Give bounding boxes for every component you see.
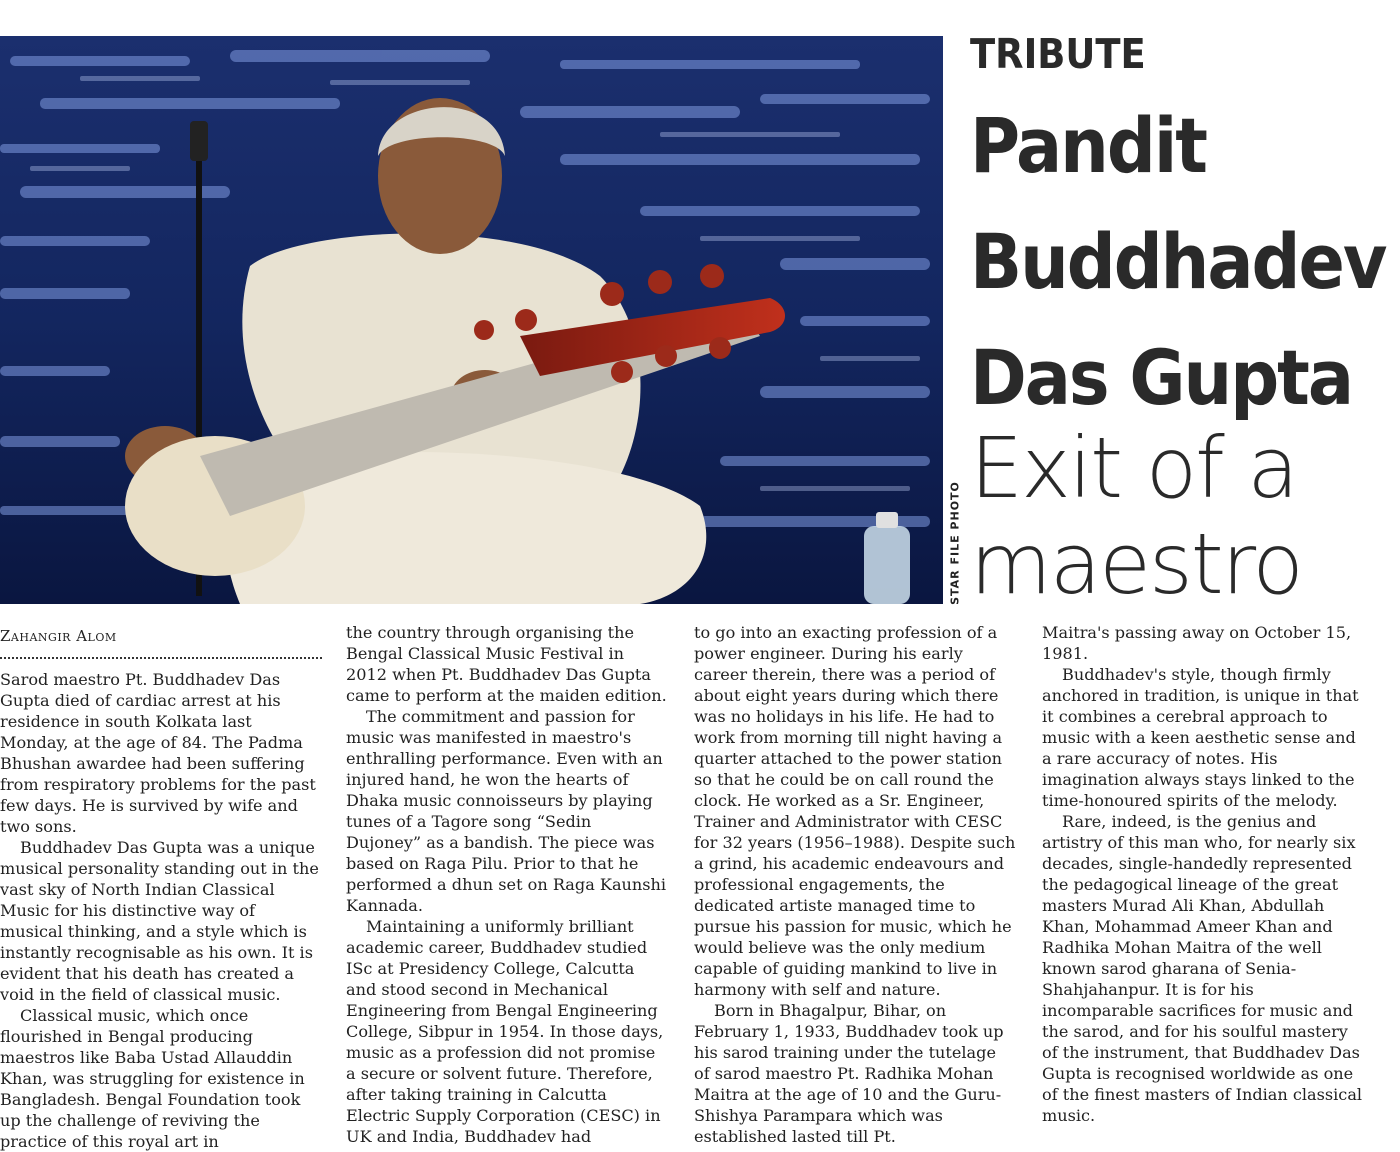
article-column-2 <box>346 622 668 1147</box>
paragraph: Rare, indeed, is the genius and artistry of this man who, for nearly six decades, single-handedly represented the pedagogical lineage of the great masters Murad Ali Khan, Abdullah Khan, Mohammad Ameer Khan and Radhika Mohan Maitra of the well known sarod gharana of Senia-Shahjahanpur. It is for his incomparable sacrifices for music and the sarod, and for his soulful mastery of the instrument, that Buddhadev Das Gupta is recognised worldwide as one of the finest masters of Indian classical music. <box>1042 812 1363 1125</box>
subheadline: Exit of a maestro <box>970 419 1302 613</box>
article-column-3 <box>694 622 1016 1147</box>
paragraph: to go into an exacting profession of a power engineer. During his early career therein, there was a period of about eight years during which there was no holidays in his life. He had to work from morning till night having a quarter attached to the power station so that he could be on call round the clock. He worked as a Sr. Engineer, Trainer and Administrator with CESC for 32 years (1956–1988). Despite such a grind, his academic endeavours and professional engagements, the dedicated artiste managed time to pursue his passion for music, which he would believe was the only medium capable of guiding mankind to live in harmony with self and nature. <box>694 623 1016 999</box>
sarod-player-photo <box>0 36 943 604</box>
photo-credit: STAR FILE PHOTO <box>948 481 962 605</box>
byline: Zahangir Alom <box>0 627 117 645</box>
byline-divider <box>0 653 322 659</box>
article-column-4 <box>1042 622 1364 1126</box>
paragraph: Maitra's passing away on October 15, 1981. <box>1042 623 1352 663</box>
paragraph: The commitment and passion for music was manifested in maestro's enthralling performance. Even with an injured hand, he won the hearts of Dhaka music connoisseurs by playing tunes of a Tagore song “Sedin Dujoney” as a bandish. The piece was based on Raga Pilu. Prior to that he performed a dhun set on Raga Kaunshi Kannada. <box>346 707 667 915</box>
paragraph: Born in Bhagalpur, Bihar, on February 1, 1933, Buddhadev took up his sarod training under the tutelage of sarod maestro Pt. Radhika Mohan Maitra at the age of 10 and the Guru-Shishya Parampara which was established lasted till Pt. <box>694 1001 1004 1146</box>
paragraph: Buddhadev's style, though firmly anchored in tradition, is unique in that it combines a cerebral approach to music with a keen aesthetic sense and a rare accuracy of notes. His imagination always stays linked to the time-honoured spirits of the melody. <box>1042 665 1359 810</box>
section-kicker: TRIBUTE <box>970 30 1146 78</box>
paragraph: Sarod maestro Pt. Buddhadev Das Gupta died of cardiac arrest at his residence in south Kolkata last Monday, at the age of 84. The Padma Bhushan awardee had been suffering from respiratory problems for the past few days. He is survived by wife and two sons. <box>0 670 316 836</box>
paragraph: Buddhadev Das Gupta was a unique musical personality standing out in the vast sky of North Indian Classical Music for his distinctive way of musical thinking, and a style which is instantly recognisable as his own. It is evident that his death has created a void in the field of classical music. <box>0 838 319 1004</box>
paragraph: Maintaining a uniformly brilliant academic career, Buddhadev studied ISc at Presidency College, Calcutta and stood second in Mechanical Engineering from Bengal Engineering College, Sibpur in 1954. In those days, music as a profession did not promise a secure or solvent future. Therefore, after taking training in Calcutta Electric Supply Corporation (CESC) in UK and India, Buddhadev had <box>346 917 664 1146</box>
paragraph: the country through organising the Bengal Classical Music Festival in 2012 when Pt. Buddhadev Das Gupta came to perform at the maiden edition. <box>346 623 667 705</box>
paragraph: Classical music, which once flourished in Bengal producing maestros like Baba Ustad Allauddin Khan, was struggling for existence in Bangladesh. Bengal Foundation took up the challenge of reviving the practice of this royal art in <box>0 1006 305 1151</box>
article-column-1 <box>0 622 322 1152</box>
headline: Pandit Buddhadev Das Gupta <box>970 101 1386 422</box>
photo-illustration <box>0 36 943 604</box>
